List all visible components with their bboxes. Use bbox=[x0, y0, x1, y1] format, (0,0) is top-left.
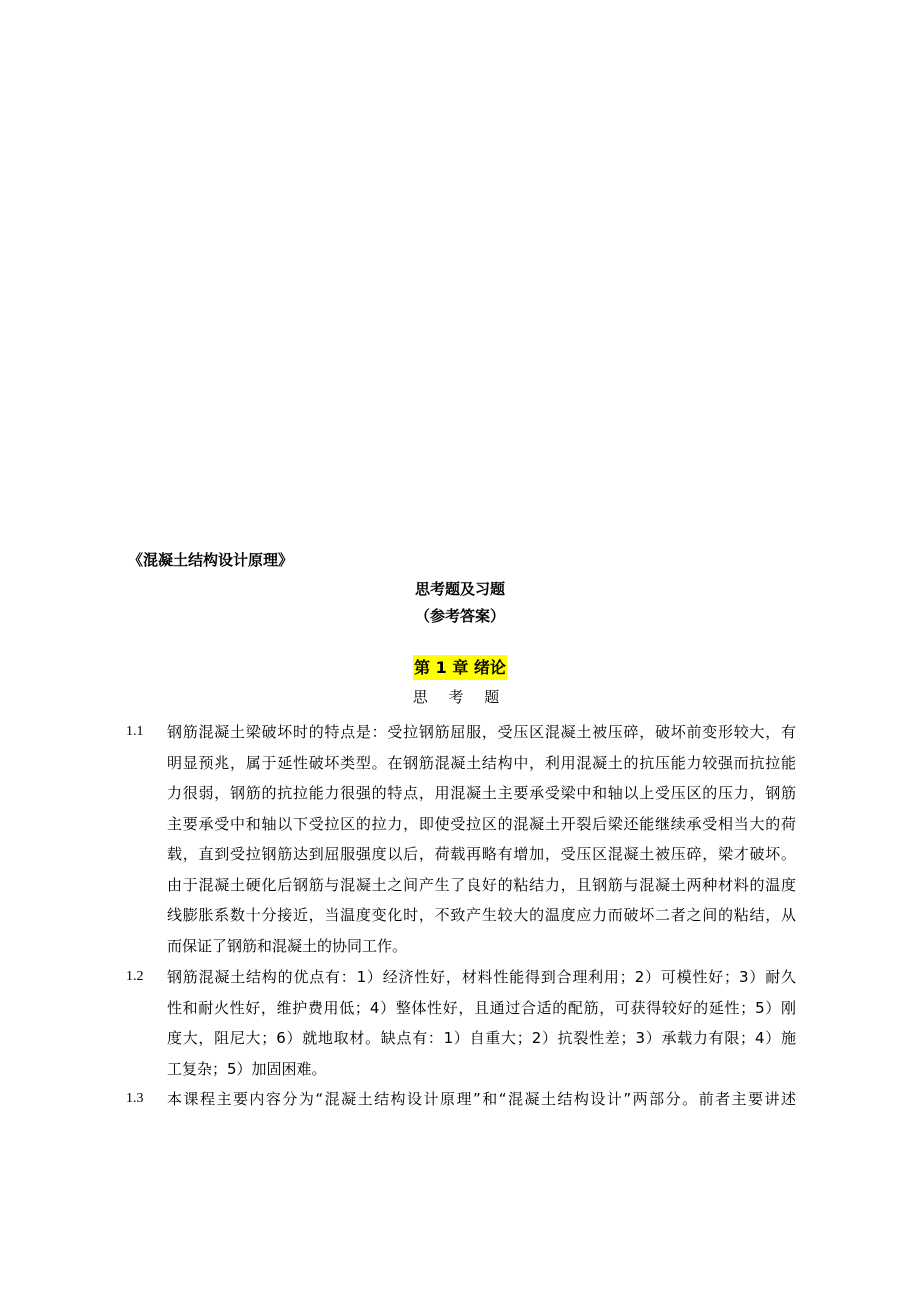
question-number: 1.3 bbox=[126, 1091, 144, 1106]
document-subtitle-note: （参考答案） bbox=[414, 607, 505, 625]
answer-line: 性和耐火性好，维护费用低；4）整体性好，且通过合适的配筋，可获得较好的延性；5）刚 bbox=[167, 998, 796, 1017]
answer-line: 载，直到受拉钢筋达到屈服强度以后，荷载再略有增加，受压区混凝土被压碎，梁才破坏。 bbox=[167, 845, 796, 863]
question-number: 1.1 bbox=[126, 724, 144, 739]
question-number: 1.2 bbox=[126, 969, 144, 984]
question-answer bbox=[167, 1084, 796, 1115]
question-answer bbox=[167, 962, 796, 1084]
answer-line: 而保证了钢筋和混凝土的协同工作。 bbox=[167, 936, 408, 955]
chapter-title: 第 1 章 绪论 bbox=[413, 655, 507, 680]
answer-line: 工复杂；5）加固困难。 bbox=[167, 1059, 327, 1078]
answer-line: 钢筋混凝土梁破坏时的特点是：受拉钢筋屈服，受压区混凝土被压碎，破坏前变形较大，有 bbox=[167, 723, 796, 741]
answer-line: 力很弱，钢筋的抗拉能力很强的特点，用混凝土主要承受梁中和轴以上受压区的压力，钢筋 bbox=[167, 784, 796, 802]
chapter-heading bbox=[0, 655, 920, 678]
answer-line: 线膨胀系数十分接近，当温度变化时，不致产生较大的温度应力而破坏二者之间的粘结，从 bbox=[167, 906, 796, 924]
question-answer bbox=[167, 717, 796, 961]
book-title: 《混凝土结构设计原理》 bbox=[128, 551, 294, 569]
answer-line: 钢筋混凝土结构的优点有：1）经济性好，材料性能得到合理利用；2）可模性好；3）耐久 bbox=[167, 968, 796, 986]
answer-line: 本课程主要内容分为“混凝土结构设计原理”和“混凝土结构设计”两部分。前者主要讲述 bbox=[167, 1090, 796, 1108]
answer-line: 由于混凝土硬化后钢筋与混凝土之间产生了良好的粘结力，且钢筋与混凝土两种材料的温度 bbox=[167, 875, 796, 894]
answer-line: 明显预兆，属于延性破坏类型。在钢筋混凝土结构中，利用混凝土的抗压能力较强而抗拉能 bbox=[167, 753, 796, 772]
section-heading: 思 考 题 bbox=[412, 688, 508, 706]
document-subtitle: 思考题及习题 bbox=[414, 580, 505, 598]
answer-line: 度大，阻尼大；6）就地取材。缺点有：1）自重大；2）抗裂性差；3）承载力有限；4）施 bbox=[167, 1029, 796, 1047]
answer-line: 主要承受中和轴以下受拉区的拉力，即使受拉区的混凝土开裂后梁还能继续承受相当大的荷 bbox=[167, 814, 796, 833]
